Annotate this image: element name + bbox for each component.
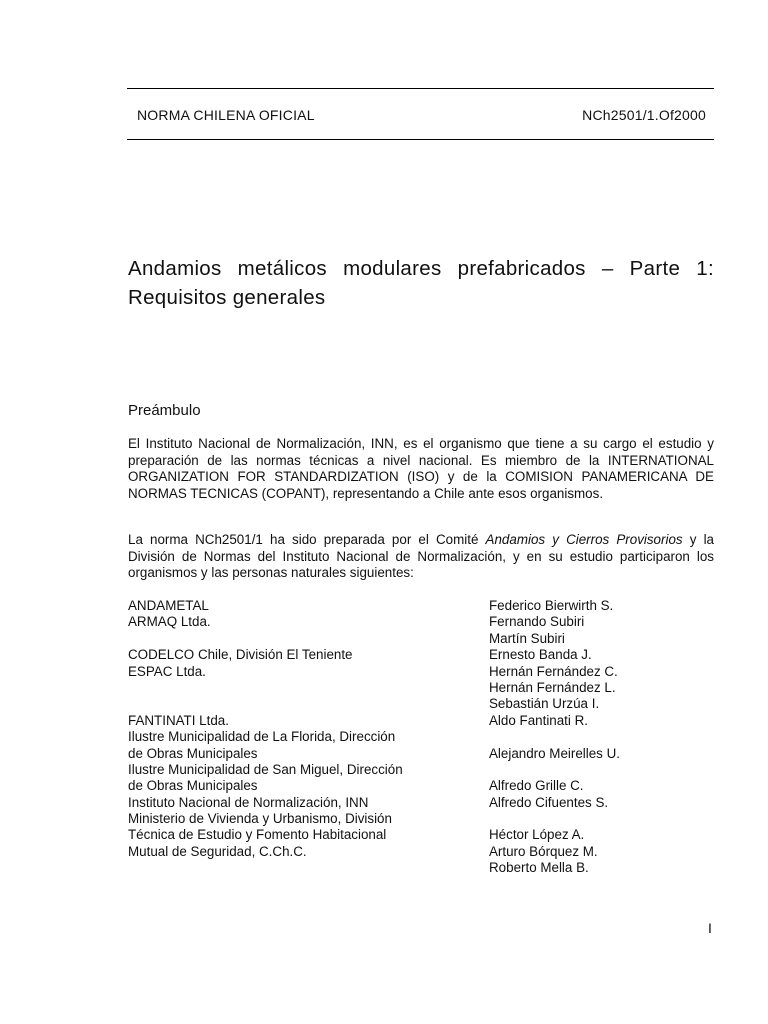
committee-name: Andamios y Cierros Provisorios — [485, 532, 683, 547]
document-title: Andamios metálicos modulares prefabricados – Parte 1: Requisitos generales — [128, 257, 714, 309]
person-item: Arturo Bórquez M. — [489, 843, 598, 859]
person-item — [489, 729, 719, 745]
person-item: Aldo Fantinati R. — [489, 712, 588, 728]
paragraph-2-rest: y la División de Normas del Instituto Nacional de Normalización, y en su estudio participaron los organismos y las personas naturales siguientes: — [128, 532, 714, 580]
organization-item: ESPAC Ltda. — [128, 663, 206, 679]
person-item — [489, 811, 719, 827]
preamble-paragraph-2 — [128, 532, 714, 582]
standard-code-label: NCh2501/1.Of2000 — [582, 107, 706, 123]
person-item: Federico Bierwirth S. — [489, 598, 614, 613]
page-number: I — [708, 920, 712, 936]
person-item: Hernán Fernández L. — [489, 679, 616, 695]
organization-item: ARMAQ Ltda. — [128, 614, 211, 630]
organization-item — [128, 631, 468, 647]
organization-item: Técnica de Estudio y Fomento Habitacional — [128, 827, 387, 843]
person-item: Roberto Mella B. — [489, 860, 589, 876]
preamble-heading: Preámbulo — [128, 402, 201, 419]
person-item: Alfredo Cifuentes S. — [489, 794, 609, 810]
organization-item: de Obras Municipales — [128, 745, 258, 761]
organization-item: Ilustre Municipalidad de San Miguel, Dirección — [128, 761, 403, 777]
header-bottom-rule — [127, 139, 714, 140]
organization-item — [128, 696, 468, 712]
organization-item: Ilustre Municipalidad de La Florida, Dirección — [128, 729, 396, 745]
person-item: Hernán Fernández C. — [489, 663, 618, 679]
organization-item: de Obras Municipales — [128, 778, 258, 794]
person-item — [489, 762, 719, 778]
organization-item: FANTINATI Ltda. — [128, 712, 229, 728]
organization-item: Ministerio de Vivienda y Urbanismo, División — [128, 811, 392, 827]
person-item: Sebastián Urzúa I. — [489, 696, 600, 712]
header-top-rule — [127, 88, 714, 89]
organization-item — [128, 860, 468, 876]
organization-item: Instituto Nacional de Normalización, INN — [128, 794, 369, 810]
standard-type-label: NORMA CHILENA OFICIAL — [137, 107, 315, 123]
person-item: Ernesto Banda J. — [489, 647, 592, 663]
organizations-list — [128, 598, 468, 877]
organization-item: Mutual de Seguridad, C.Ch.C. — [128, 843, 307, 859]
preamble-paragraph-1: El Instituto Nacional de Normalización, INN, es el organismo que tiene a su cargo el estudio y preparación de las normas técnicas a nivel nacional. Es miembro de la INTERNATIONAL ORGANIZATION FOR STANDARDIZATION (ISO) y de la COMISION PANAMERICANA DE NORMAS TECNICAS (COPANT), representando a Chile ante esos organismos. — [128, 436, 714, 501]
organization-item — [128, 680, 468, 696]
person-item: Fernando Subiri — [489, 614, 585, 630]
organization-item: CODELCO Chile, División El Teniente — [128, 647, 353, 663]
person-item: Martín Subiri — [489, 630, 565, 646]
person-item: Alejandro Meirelles U. — [489, 745, 620, 761]
organization-item: ANDAMETAL — [128, 598, 209, 613]
person-item: Héctor López A. — [489, 827, 585, 843]
person-item: Alfredo Grille C. — [489, 778, 584, 794]
paragraph-2-intro: La norma NCh2501/1 ha sido preparada por el Comité — [128, 532, 486, 547]
document-header — [137, 107, 706, 123]
people-list — [489, 598, 719, 877]
